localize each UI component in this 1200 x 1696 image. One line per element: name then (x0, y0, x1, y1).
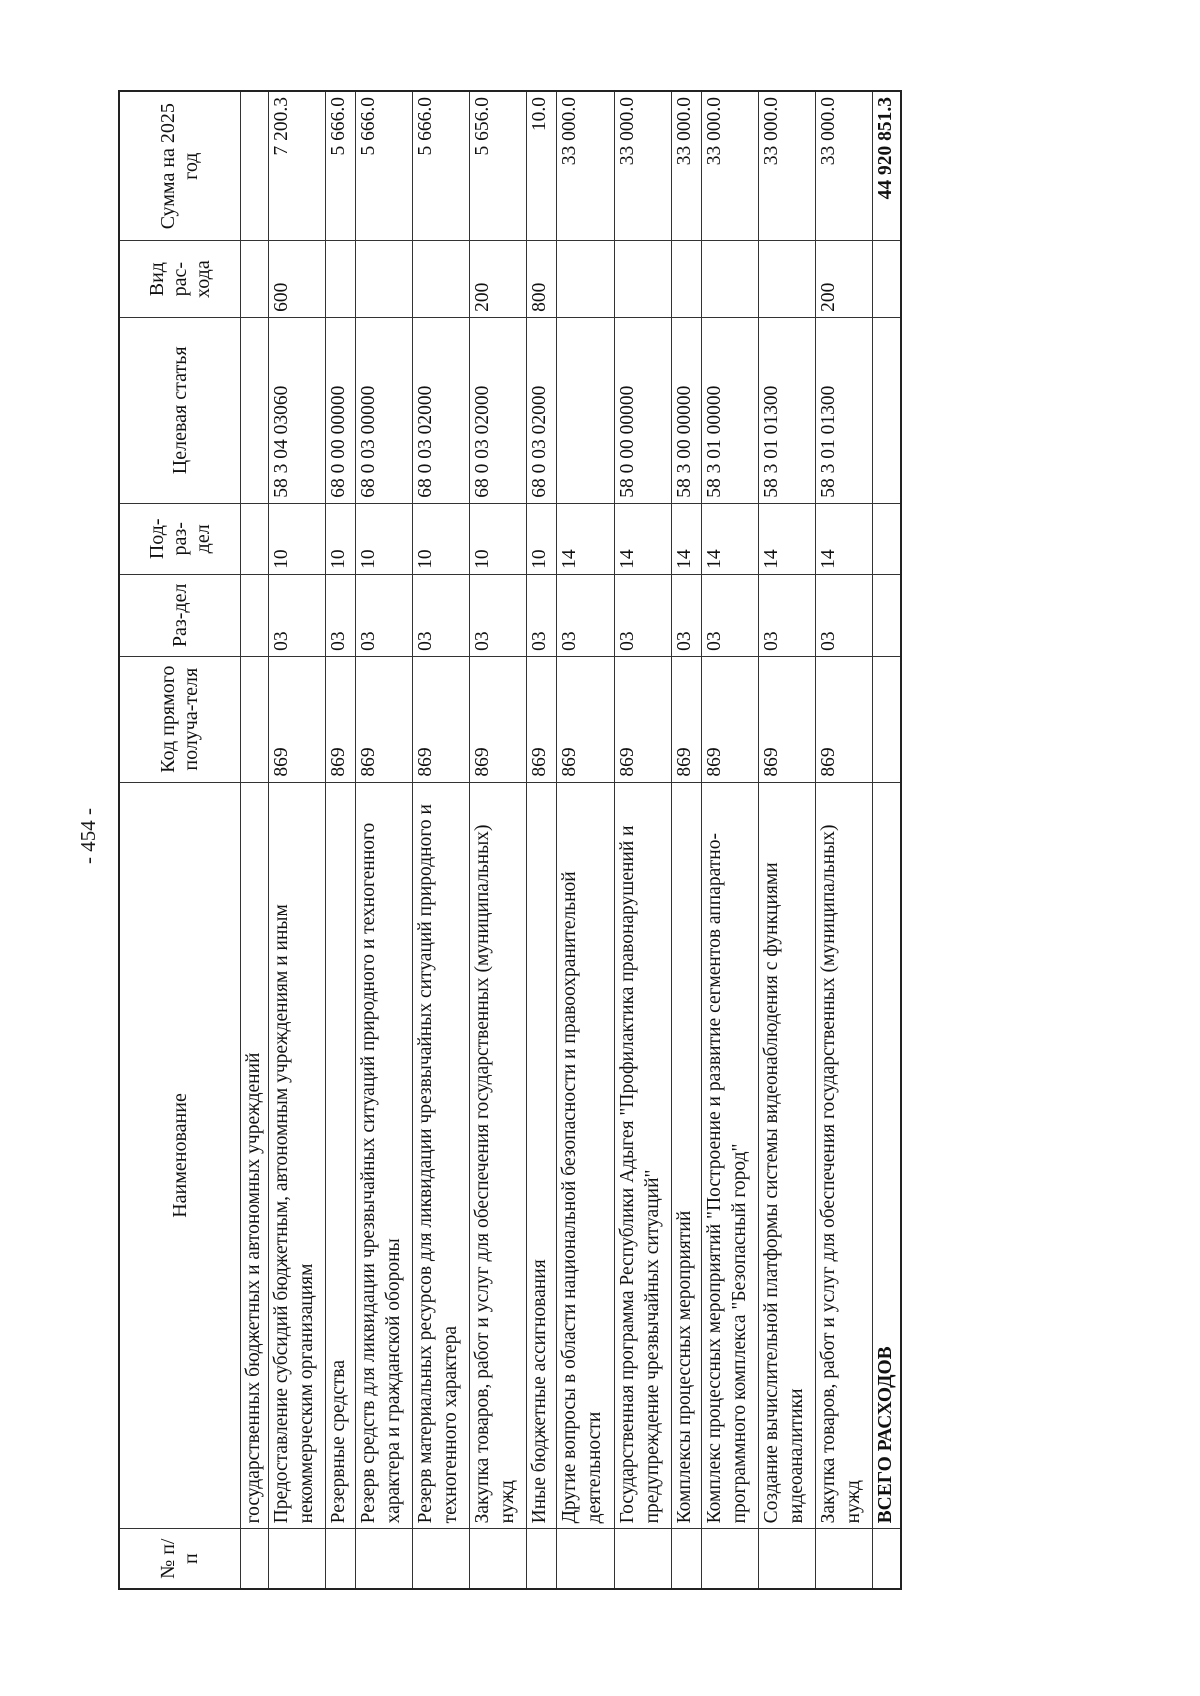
cell-expense: 600 (268, 241, 325, 318)
cell-name: Другие вопросы в области национальной безопасности и правоохранительной деятельности (557, 782, 614, 1529)
cell-code: 869 (815, 656, 872, 782)
cell-expense (758, 241, 815, 318)
cell-target (557, 317, 614, 503)
cell-name: Предоставление субсидий бюджетным, автономным учреждениям и иным некоммерческим организациям (268, 782, 325, 1529)
cell-num (557, 1529, 614, 1589)
cell-subsection: 14 (815, 503, 872, 574)
table-row (326, 91, 356, 1589)
cell-sum: 33 000.0 (557, 91, 614, 241)
header-code: Код прямого получа-теля (119, 656, 241, 782)
cell-code: 869 (326, 656, 356, 782)
cell-name: Государственная программа Республики Адыгея "Профилактика правонарушений и предупреждение чрезвычайных ситуаций" (614, 782, 671, 1529)
table-row (527, 91, 557, 1589)
cell-sum: 33 000.0 (701, 91, 758, 241)
cell-code: 869 (614, 656, 671, 782)
cell-code: 869 (671, 656, 701, 782)
cell-code: 869 (413, 656, 470, 782)
cell-name: Резервные средства (326, 782, 356, 1529)
cell-target: 68 0 03 02000 (470, 317, 527, 503)
cell-code: 869 (356, 656, 413, 782)
cell-code (241, 656, 269, 782)
cell-expense (614, 241, 671, 318)
cell-code: 869 (470, 656, 527, 782)
cell-num (815, 1529, 872, 1589)
cell-num (614, 1529, 671, 1589)
cell-target: 58 3 04 03060 (268, 317, 325, 503)
cell-num (413, 1529, 470, 1589)
table-header-row (119, 91, 241, 1589)
cell-section: 03 (470, 574, 527, 656)
cell-name: Иные бюджетные ассигнования (527, 782, 557, 1529)
cell-name: Закупка товаров, работ и услуг для обеспечения государственных (муниципальных) нужд (470, 782, 527, 1529)
header-sum: Сумма на 2025 год (119, 91, 241, 241)
cell-sum: 5 666.0 (413, 91, 470, 241)
cell-sum: 5 666.0 (356, 91, 413, 241)
cell-section: 03 (326, 574, 356, 656)
total-subsection-cell (873, 503, 901, 574)
cell-code: 869 (758, 656, 815, 782)
cell-section: 03 (356, 574, 413, 656)
table-row (268, 91, 325, 1589)
cell-name: Закупка товаров, работ и услуг для обеспечения государственных (муниципальных) нужд (815, 782, 872, 1529)
cell-expense (326, 241, 356, 318)
cell-target (241, 317, 269, 503)
cell-target: 58 0 00 00000 (614, 317, 671, 503)
cell-expense (701, 241, 758, 318)
total-sum: 44 920 851.3 (873, 91, 901, 241)
cell-subsection: 10 (356, 503, 413, 574)
cell-code: 869 (557, 656, 614, 782)
total-expense-cell (873, 241, 901, 318)
cell-name: Резерв средств для ликвидации чрезвычайных ситуаций природного и техногенного характера и гражданской обороны (356, 782, 413, 1529)
cell-target: 68 0 00 00000 (326, 317, 356, 503)
cell-section: 03 (268, 574, 325, 656)
cell-section: 03 (527, 574, 557, 656)
cell-expense (356, 241, 413, 318)
cell-code: 869 (527, 656, 557, 782)
cell-section (241, 574, 269, 656)
cell-num (671, 1529, 701, 1589)
cell-code: 869 (268, 656, 325, 782)
total-label: ВСЕГО РАСХОДОВ (873, 782, 901, 1529)
header-expense: Вид рас-хода (119, 241, 241, 318)
total-code-cell (873, 656, 901, 782)
cell-subsection: 14 (758, 503, 815, 574)
cell-target: 58 3 01 01300 (815, 317, 872, 503)
page-number: - 454 - (75, 808, 100, 864)
table-row (671, 91, 701, 1589)
cell-section: 03 (701, 574, 758, 656)
table-row (356, 91, 413, 1589)
table-row (241, 91, 269, 1589)
cell-sum: 10.0 (527, 91, 557, 241)
table-row (413, 91, 470, 1589)
cell-section: 03 (758, 574, 815, 656)
cell-expense (671, 241, 701, 318)
table-row (470, 91, 527, 1589)
cell-code: 869 (701, 656, 758, 782)
cell-name: Резерв материальных ресурсов для ликвидации чрезвычайных ситуаций природного и техногенного характера (413, 782, 470, 1529)
cell-num (527, 1529, 557, 1589)
cell-section: 03 (557, 574, 614, 656)
cell-expense (241, 241, 269, 318)
cell-expense: 200 (815, 241, 872, 318)
table-row (557, 91, 614, 1589)
header-num: № п/п (119, 1529, 241, 1589)
cell-target: 58 3 01 01300 (758, 317, 815, 503)
cell-target: 68 0 03 02000 (413, 317, 470, 503)
table-body (241, 91, 873, 1589)
total-target-cell (873, 317, 901, 503)
cell-sum (241, 91, 269, 241)
cell-name: Комплексы процессных мероприятий (671, 782, 701, 1529)
cell-section: 03 (671, 574, 701, 656)
cell-sum: 5 656.0 (470, 91, 527, 241)
cell-subsection: 10 (326, 503, 356, 574)
cell-subsection: 14 (557, 503, 614, 574)
cell-subsection: 14 (614, 503, 671, 574)
cell-sum: 33 000.0 (614, 91, 671, 241)
cell-section: 03 (815, 574, 872, 656)
header-subsection: Под-раз-дел (119, 503, 241, 574)
cell-subsection: 14 (701, 503, 758, 574)
cell-section: 03 (614, 574, 671, 656)
cell-name: Комплекс процессных мероприятий "Построение и развитие сегментов аппаратно-программного комплекса "Безопасный город" (701, 782, 758, 1529)
cell-subsection: 10 (470, 503, 527, 574)
cell-sum: 5 666.0 (326, 91, 356, 241)
cell-sum: 33 000.0 (758, 91, 815, 241)
cell-num (470, 1529, 527, 1589)
cell-num (701, 1529, 758, 1589)
cell-section: 03 (413, 574, 470, 656)
header-target: Целевая статья (119, 317, 241, 503)
cell-sum: 33 000.0 (671, 91, 701, 241)
cell-subsection (241, 503, 269, 574)
cell-sum: 7 200.3 (268, 91, 325, 241)
table-row (815, 91, 872, 1589)
cell-subsection: 10 (413, 503, 470, 574)
cell-subsection: 10 (527, 503, 557, 574)
cell-num (356, 1529, 413, 1589)
cell-expense (557, 241, 614, 318)
cell-expense: 800 (527, 241, 557, 318)
cell-num (326, 1529, 356, 1589)
header-name: Наименование (119, 782, 241, 1529)
total-section-cell (873, 574, 901, 656)
cell-target: 58 3 00 00000 (671, 317, 701, 503)
header-section: Раз-дел (119, 574, 241, 656)
cell-target: 58 3 01 00000 (701, 317, 758, 503)
cell-name: государственных бюджетных и автономных учреждений (241, 782, 269, 1529)
cell-expense (413, 241, 470, 318)
cell-subsection: 14 (671, 503, 701, 574)
cell-target: 68 0 03 02000 (527, 317, 557, 503)
total-row (873, 91, 901, 1589)
table-row (701, 91, 758, 1589)
rotated-table-wrapper (118, 90, 902, 1590)
cell-sum: 33 000.0 (815, 91, 872, 241)
cell-subsection: 10 (268, 503, 325, 574)
cell-target: 68 0 03 00000 (356, 317, 413, 503)
cell-num (758, 1529, 815, 1589)
table-row (758, 91, 815, 1589)
cell-num (241, 1529, 269, 1589)
cell-expense: 200 (470, 241, 527, 318)
cell-num (268, 1529, 325, 1589)
budget-table (118, 90, 902, 1590)
total-num-cell (873, 1529, 901, 1589)
cell-name: Создание вычислительной платформы системы видеонаблюдения с функциями видеоаналитики (758, 782, 815, 1529)
table-row (614, 91, 671, 1589)
